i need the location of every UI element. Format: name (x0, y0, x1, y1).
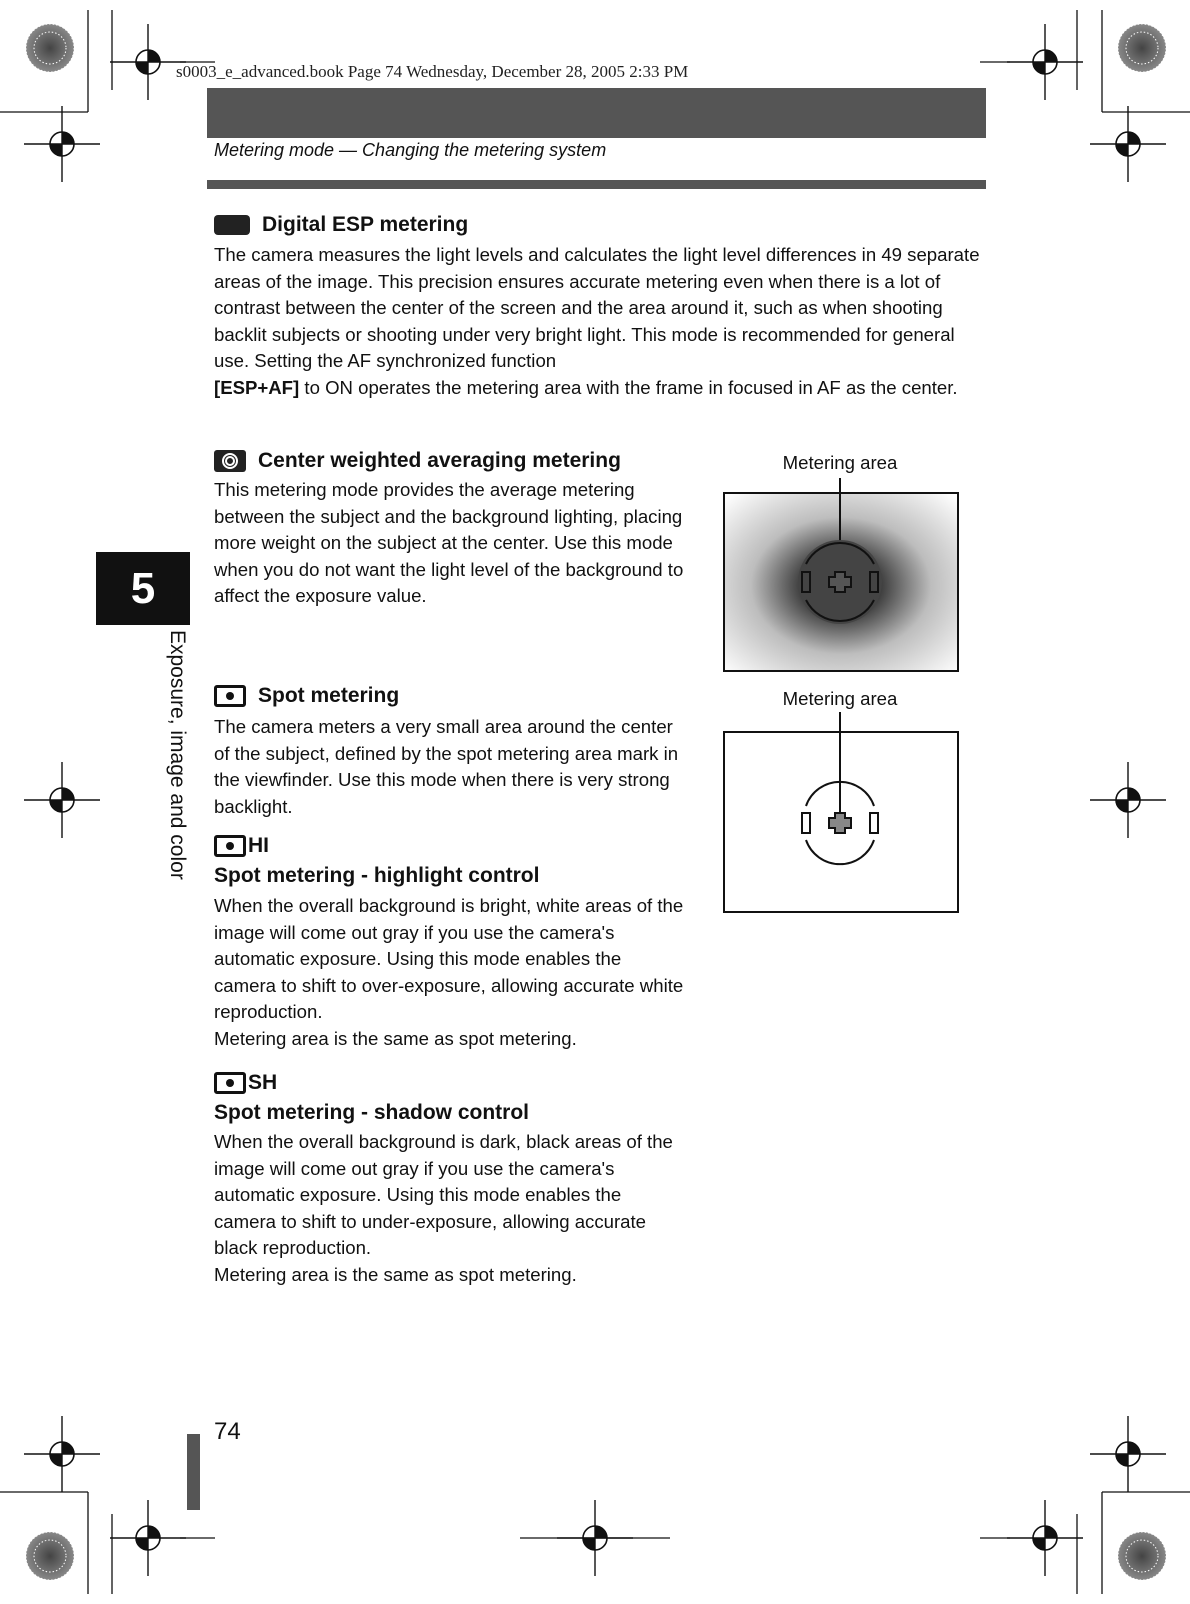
prepress-header: s0003_e_advanced.book Page 74 Wednesday, December 28, 2005 2:33 PM (176, 62, 689, 81)
chapter-tab: 5 (96, 552, 190, 625)
center-body: This metering mode provides the average metering between the subject and the background lighting, placing more weight on the subject at the center. Use this mode when you do not want the light level of the background to affect the exposure value. (214, 479, 684, 607)
spot-hi-suffix: HI (248, 834, 269, 857)
spot-sh-body (214, 1129, 688, 1289)
page-subtitle: Metering mode — Changing the metering system (214, 140, 607, 160)
center-weighted-diagram (722, 478, 962, 678)
spot-title: Spot metering (258, 684, 400, 707)
esp-title: Digital ESP metering (262, 213, 469, 236)
spot-metering-icon (214, 685, 246, 707)
spot-sh-body-text: When the overall background is dark, black areas of the image will come out gray if you use the camera's automatic exposure. Using this mode enables the camera to shift to under-exposure, allowing accurate black reproduction. (214, 1131, 673, 1259)
spot-hi-body (214, 893, 688, 1053)
spot-metering-diagram (722, 712, 962, 918)
esp-body (214, 242, 984, 402)
esp-af-setting: [ESP+AF] (214, 376, 300, 398)
spot-sh-mode (214, 1071, 277, 1095)
esp-body-tail: to ON operates the metering area with the frame in focused in AF as the center. (299, 376, 958, 398)
spot-diagram-label: Metering area (782, 688, 898, 709)
spot-body: The camera meters a very small area around the center of the subject, defined by the spot metering area mark in the viewfinder. Use this mode when there is very strong backlight. (214, 716, 679, 817)
center-weighted-icon (214, 450, 246, 472)
spot-heading (214, 684, 399, 708)
spot-hi-mode (214, 834, 269, 858)
center-heading (214, 449, 621, 473)
section-rule (207, 180, 986, 189)
spot-sh-icon (214, 1072, 246, 1094)
center-title: Center weighted averaging metering (258, 449, 621, 472)
esp-heading (214, 213, 468, 237)
spot-sh-note: Metering area is the same as spot metering. (214, 1263, 577, 1285)
center-diagram-label: Metering area (782, 452, 898, 473)
spot-sh-heading: Spot metering - shadow control (214, 1101, 530, 1124)
page-number-bar (187, 1434, 200, 1510)
header-band (207, 88, 986, 138)
spot-hi-icon (214, 835, 246, 857)
spot-sh-suffix: SH (248, 1071, 278, 1094)
spot-hi-note: Metering area is the same as spot metering. (214, 1027, 577, 1049)
chapter-title: Exposure, image and color (166, 630, 189, 880)
spot-hi-body-text: When the overall background is bright, white areas of the image will come out gray if you use the camera's automatic exposure. Using this mode enables the camera to shift to over-exposure, allowing accurate white reproduction. (214, 895, 684, 1023)
esp-body-text: The camera measures the light levels and calculates the light level differences in 49 separate areas of the image. This precision ensures accurate metering even when there is a lot of contrast between the center of the screen and the area around it, such as when shooting backlit subjects or shooting under very bright light. This mode is recommended for general use. Setting the AF synchronized function (214, 244, 980, 372)
page-number: 74 (214, 1418, 241, 1445)
spot-hi-heading: Spot metering - highlight control (214, 864, 540, 887)
esp-metering-icon (214, 215, 250, 235)
